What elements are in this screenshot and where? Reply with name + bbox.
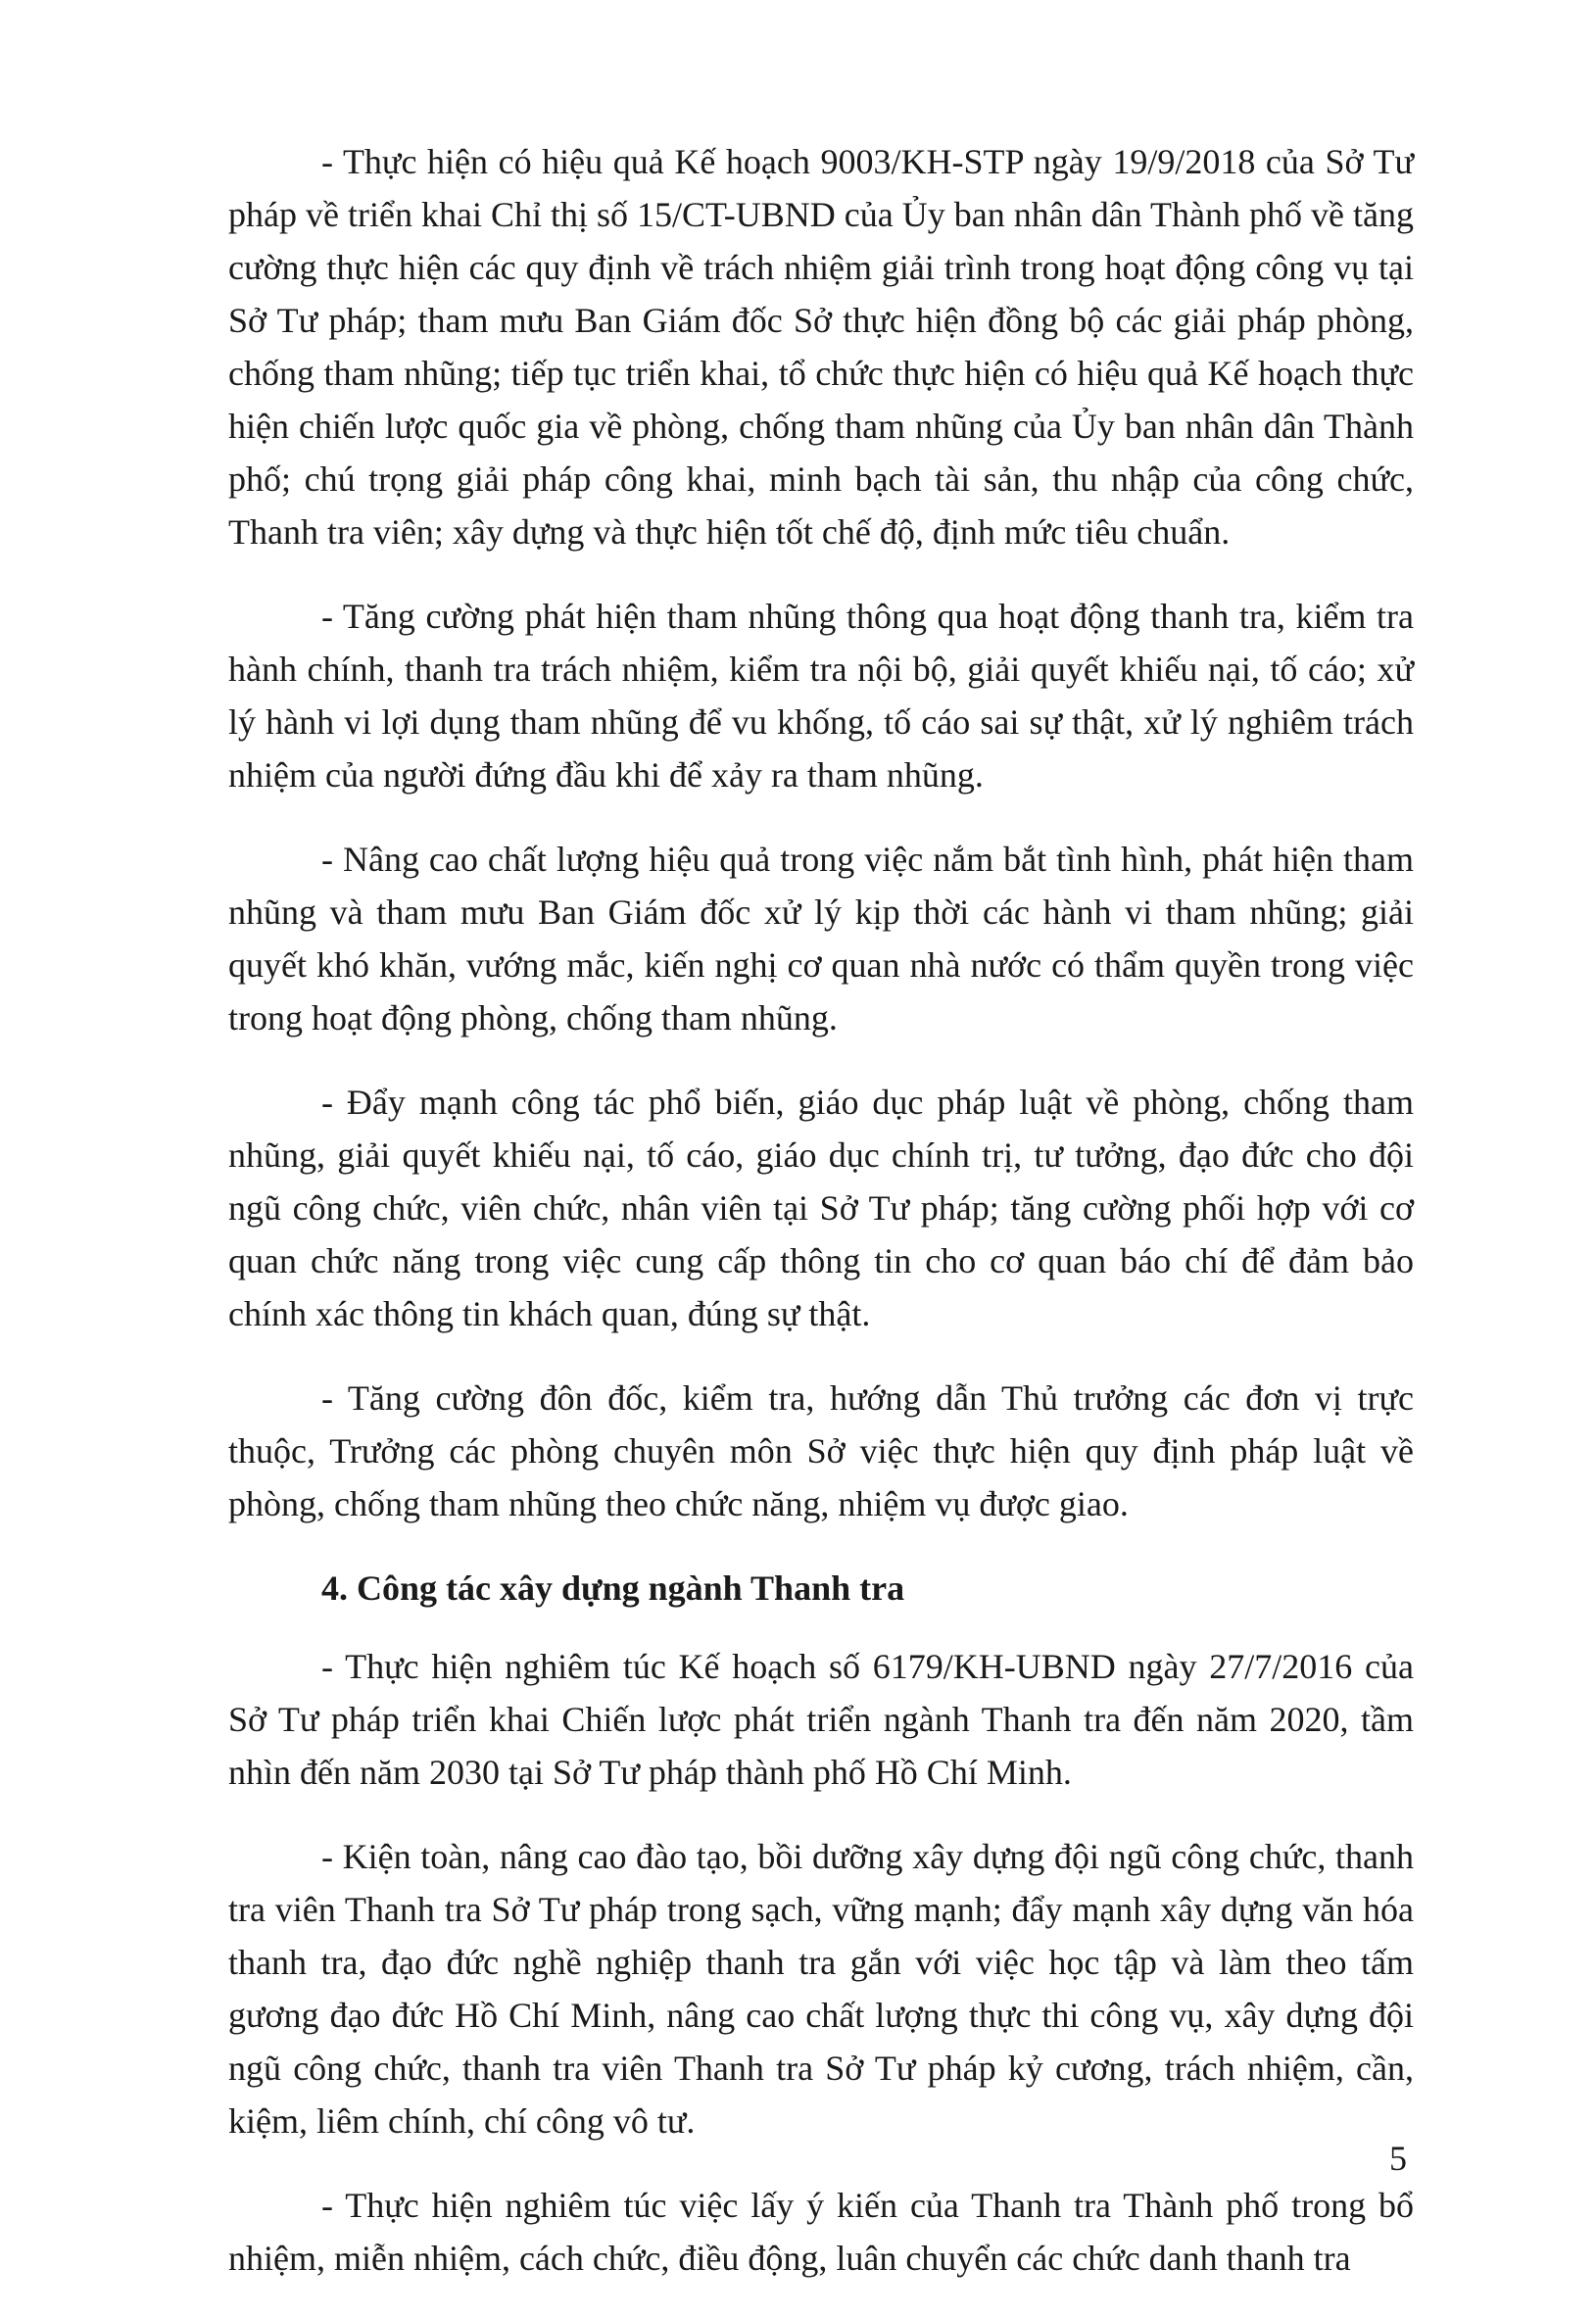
section-heading: 4. Công tác xây dựng ngành Thanh tra — [321, 1568, 905, 1608]
paragraph-detect-corruption: - Tăng cường phát hiện tham nhũng thông qua hoạt động thanh tra, kiểm tra hành chính, thanh tra trách nhiệm, kiểm tra nội bộ, giải quyết khiếu nại, tố cáo; xử lý hành vi lợi dụng tham nhũng để vu khống, tố cáo sai sự thật, xử lý nghiêm trách nhiệm của người đứng đầu khi để xảy ra tham nhũng. — [228, 597, 1414, 795]
paragraph-staff-training: - Kiện toàn, nâng cao đào tạo, bồi dưỡng xây dựng đội ngũ công chức, thanh tra viên Thanh tra Sở Tư pháp trong sạch, vững mạnh; đẩy mạnh xây dựng văn hóa thanh tra, đạo đức nghề nghiệp thanh tra gắn với việc học tập và làm theo tấm gương đạo đức Hồ Chí Minh, nâng cao chất lượng thực thi công vụ, xây dựng đội ngũ công chức, thanh tra viên Thanh tra Sở Tư pháp kỷ cương, trách nhiệm, cần, kiệm, liêm chính, chí công vô tư. — [228, 1837, 1414, 2141]
page-number: 5 — [1389, 2139, 1407, 2178]
paragraph-strategy-plan: - Thực hiện nghiêm túc Kế hoạch số 6179/KH-UBND ngày 27/7/2016 của Sở Tư pháp triển khai Chiến lược phát triển ngành Thanh tra đến năm 2020, tầm nhìn đến năm 2030 tại Sở Tư pháp thành phố Hồ Chí Minh. — [228, 1647, 1414, 1792]
paragraph-legal-education: - Đẩy mạnh công tác phổ biến, giáo dục pháp luật về phòng, chống tham nhũng, giải quyết khiếu nại, tố cáo, giáo dục chính trị, tư tưởng, đạo đức cho đội ngũ công chức, viên chức, nhân viên tại Sở Tư pháp; tăng cường phối hợp với cơ quan chức năng trong việc cung cấp thông tin cho cơ quan báo chí để đảm bảo chính xác thông tin khách quan, đúng sự thật. — [228, 1083, 1414, 1333]
paragraph-improve-quality: - Nâng cao chất lượng hiệu quả trong việc nắm bắt tình hình, phát hiện tham nhũng và tham mưu Ban Giám đốc xử lý kịp thời các hành vi tham nhũng; giải quyết khó khăn, vướng mắc, kiến nghị cơ quan nhà nước có thẩm quyền trong việc trong hoạt động phòng, chống tham nhũng. — [228, 840, 1414, 1037]
paragraph-accountability-plan: - Thực hiện có hiệu quả Kế hoạch 9003/KH-STP ngày 19/9/2018 của Sở Tư pháp về triển khai Chỉ thị số 15/CT-UBND của Ủy ban nhân dân Thành phố về tăng cường thực hiện các quy định về trách nhiệm giải trình trong hoạt động công vụ tại Sở Tư pháp; tham mưu Ban Giám đốc Sở thực hiện đồng bộ các giải pháp phòng, chống tham nhũng; tiếp tục triển khai, tổ chức thực hiện có hiệu quả Kế hoạch thực hiện chiến lược quốc gia về phòng, chống tham nhũng của Ủy ban nhân dân Thành phố; chú trọng giải pháp công khai, minh bạch tài sản, thu nhập của công chức, Thanh tra viên; xây dựng và thực hiện tốt chế độ, định mức tiêu chuẩn. — [228, 142, 1414, 552]
paragraph-supervision: - Tăng cường đôn đốc, kiểm tra, hướng dẫn Thủ trưởng các đơn vị trực thuộc, Trưởng các phòng chuyên môn Sở việc thực hiện quy định pháp luật về phòng, chống tham nhũng theo chức năng, nhiệm vụ được giao. — [228, 1378, 1414, 1523]
paragraph-appointments: - Thực hiện nghiêm túc việc lấy ý kiến của Thanh tra Thành phố trong bổ nhiệm, miễn nhiệm, cách chức, điều động, luân chuyển các chức danh thanh tra — [228, 2186, 1414, 2278]
document-body — [228, 135, 1414, 2316]
